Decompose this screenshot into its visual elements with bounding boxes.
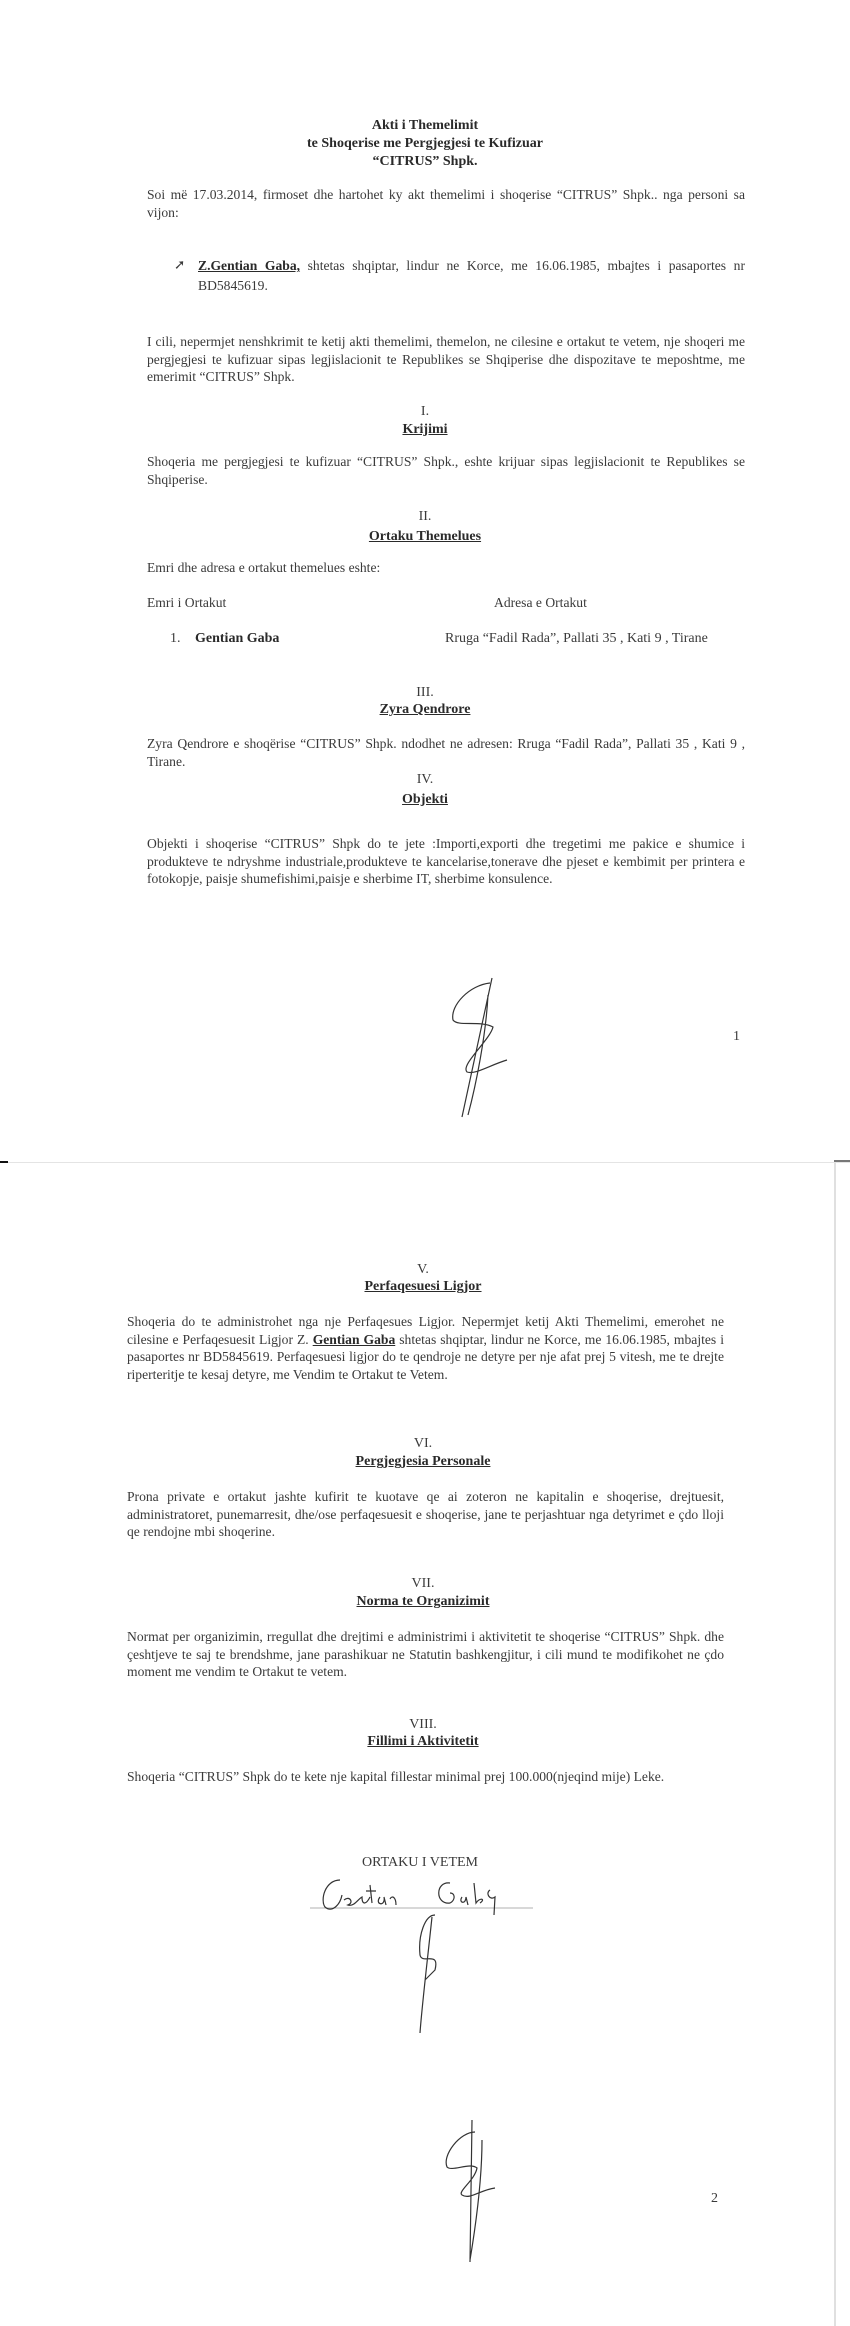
title-line: Akti i Themelimit [371,118,479,133]
section-number: II. [418,509,432,524]
document-title [0,117,850,171]
section-title: Perfaqesuesi Ligjor [364,1279,482,1294]
title-line: “CITRUS” Shpk. [372,154,478,169]
page-edge-mark [834,1160,850,1162]
section-text: Objekti i shoqerise “CITRUS” Shpk do te jete :Importi,exporti dhe tregetimi me pakice e shumice i produkteve te ndryshme industriale,produkteve te kancelarise,tonerave dhe pjeset e kembimit per printera e fotokopje, paisje shumefishimi,paisje e sherbime IT, sherbime konsulence. [147,836,745,887]
section-title: Pergjegjesia Personale [355,1454,491,1469]
founder-name: Z.Gentian Gaba, [198,258,301,273]
section-title: Norma te Organizimit [356,1594,490,1609]
section-text [127,1313,724,1383]
section-text: Shoqeria me pergjegjesi te kufizuar “CITRUS” Shpk., eshte krijuar sipas legjislacionit te Republikes se Shqiperise. [147,454,745,487]
section-title: Zyra Qendrore [379,702,471,717]
table-header-address: Adresa e Ortakut [494,595,587,610]
section-title: Fillimi i Aktivitetit [367,1734,479,1749]
founder-details: shtetas shqiptar, lindur ne Korce, me 16.06.1985, mbajtes i pasaportes nr BD5845619. [198,258,745,293]
text: Shoqeria do te administrohet nga nje Perfaqesues Ligjor. Nepermjet ketij Akti Themelimi, emerohet ne cilesine e Perfaqesuesit Ligjor Z. [127,1314,724,1347]
page-number: 2 [711,2191,718,2206]
section-title: Ortaku Themelues [368,529,482,544]
section-text: Normat per organizimin, rregullat dhe drejtimi e administrimi i aktivitetit te shoqerise “CITRUS” Shpk. dhe çeshtjeve te saj te brendshme, jane parashikuar ne Statutin bashkengjitur, i cili mund te modifikohet ne çdo moment me vendim te Ortakut te vetem. [127,1629,724,1680]
section-number: V. [417,1262,429,1277]
title-line: te Shoqerise me Pergjegjesi te Kufizuar [307,136,543,151]
handwritten-signature [310,1875,535,2035]
table-row-address: Rruga “Fadil Rada”, Pallati 35 , Kati 9 , Tirane [445,631,708,646]
signature-initials [420,2120,500,2270]
intro-paragraph: Soi më 17.03.2014, firmoset dhe hartohet ky akt themelimi i shoqerise “CITRUS” Shpk.. nga personi sa vijon: [147,187,745,220]
section-number: VIII. [409,1717,437,1732]
section-number: I. [420,404,430,419]
section-number: VII. [411,1576,435,1591]
table-header-name: Emri i Ortakut [147,595,227,610]
page-number: 1 [733,1029,740,1044]
section-text: Zyra Qendrore e shoqërise “CITRUS” Shpk. ndodhet ne adresen: Rruga “Fadil Rada”, Pallati 35 , Kati 9 , Tirane. [147,736,745,769]
representative-name: Gentian Gaba [312,1331,396,1347]
section-title: Krijimi [402,422,448,437]
table-row-index: 1. [170,631,181,646]
section-number: IV. [416,772,434,787]
section-text: Prona private e ortakut jashte kufirit te kuotave qe ai zoteron ne kapitalin e shoqerise, drejtuesit, administratoret, punemarresit, dhe/ose perfaqesuesit e shoqerise, jane te perjashtuar nga detyrimet e çdo lloji qe rendojne mbi shoqerine. [127,1489,724,1540]
section-text: Emri dhe adresa e ortakut themelues eshte: [147,560,381,575]
signature-initials [440,975,510,1120]
table-row-name: Gentian Gaba [195,631,280,646]
founder-bullet [174,256,745,296]
page-edge-mark [0,1161,8,1163]
section-title: Objekti [402,792,448,807]
section-number: III. [416,685,434,700]
page-divider [0,1162,850,1163]
text: shtetas shqiptar, lindur ne Korce, me 16.06.1985, mbajtes i pasaportes nr BD5845619. Perfaqesuesi ligjor do te qendroje ne detyre per nje afat prej 5 vitesh, me te drejte riperteritje te kesaj detyre, me Vendim te Ortakut te Vetem. [127,1331,724,1382]
signatory-label: ORTAKU I VETEM [362,1855,478,1870]
founding-paragraph: I cili, nepermjet nenshkrimit te ketij akti themelimi, themelon, ne cilesine e ortakut te vetem, nje shoqeri me pergjegjesi te kufizuar sipas legjislacionit te Republikes se Shqiperise dhe dispozitave te meposhtme, me emerimit “CITRUS” Shpk. [147,334,745,385]
section-text: Shoqeria “CITRUS” Shpk do te kete nje kapital fillestar minimal prej 100.000(njeqind mije) Leke. [127,1769,665,1784]
section-number: VI. [413,1436,433,1451]
arrow-bullet-icon: ➚ [174,257,186,272]
